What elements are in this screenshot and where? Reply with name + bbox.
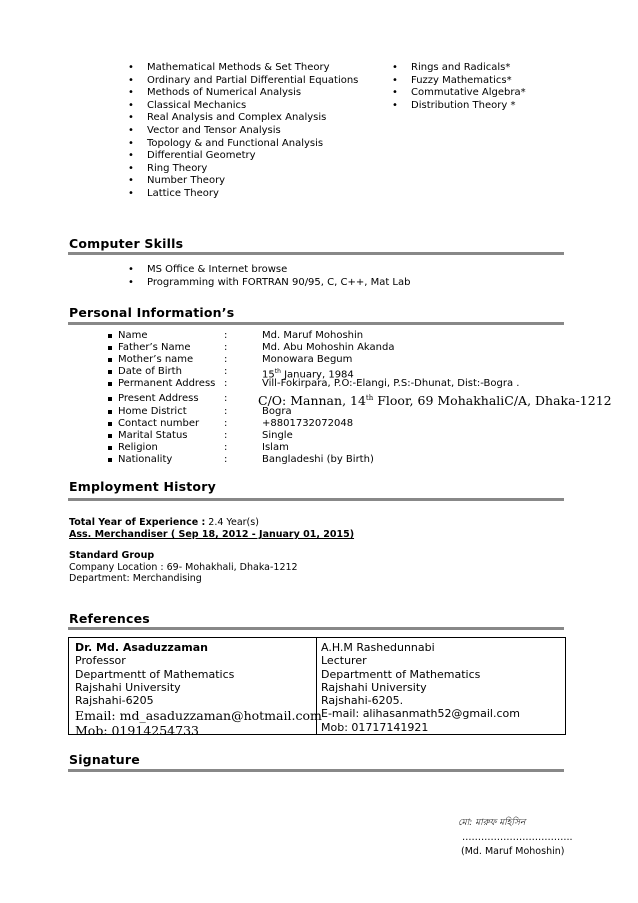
- reference-left: [75, 641, 322, 738]
- ref-university: Rajshahi University: [321, 680, 427, 694]
- ref-role: Professor: [75, 654, 126, 668]
- subject-item: • Rings and Radicals*: [411, 62, 526, 75]
- ref-dept: Departmentt of Mathematics: [321, 667, 481, 681]
- subject-item: • Methods of Numerical Analysis: [147, 87, 358, 100]
- signature-dots: ……………………………..: [462, 832, 573, 843]
- subject-item: • Ordinary and Partial Differential Equations: [147, 75, 358, 88]
- section-rule: [68, 322, 564, 325]
- reference-right: [321, 641, 520, 734]
- ref-name: Dr. Md. Asaduzzaman: [75, 641, 208, 654]
- total-experience-label: Total Year of Experience :: [69, 517, 206, 528]
- ref-city: Rajshahi-6205: [75, 694, 154, 708]
- subject-item: • Lattice Theory: [147, 188, 358, 201]
- computer-skills-list: [147, 264, 410, 289]
- subject-item: • Topology & and Functional Analysis: [147, 138, 358, 151]
- subject-item: • Differential Geometry: [147, 150, 358, 163]
- section-rule: [68, 769, 564, 772]
- subject-item: • Mathematical Methods & Set Theory: [147, 62, 358, 75]
- skill-item: • Programming with FORTRAN 90/95, C, C++, Mat Lab: [147, 277, 410, 290]
- ref-university: Rajshahi University: [75, 680, 181, 694]
- subject-item: • Classical Mechanics: [147, 100, 358, 113]
- subject-item: • Vector and Tensor Analysis: [147, 125, 358, 138]
- total-experience-value: 2.4 Year(s): [205, 517, 259, 528]
- personal-info-title: Personal Information’s: [69, 305, 235, 320]
- ref-city: Rajshahi-6205.: [321, 694, 404, 708]
- section-rule: [68, 627, 564, 630]
- employment-title: Employment History: [69, 479, 216, 494]
- ref-mobile: Mob: 01914254733: [75, 723, 199, 739]
- subject-list-right: [411, 62, 526, 112]
- ref-email: E-mail: alihasanmath52@gmail.com: [321, 707, 520, 721]
- ref-role: Lecturer: [321, 654, 367, 668]
- skill-item: • MS Office & Internet browse: [147, 264, 410, 277]
- company-location: Company Location : 69- Mohakhali, Dhaka-1212: [69, 562, 298, 573]
- references-title: References: [69, 611, 150, 626]
- section-rule: [68, 498, 564, 501]
- subject-list-left: [147, 62, 358, 201]
- subject-item: • Commutative Algebra*: [411, 87, 526, 100]
- ref-dept: Departmentt of Mathematics: [75, 667, 235, 681]
- department: Department: Merchandising: [69, 573, 202, 584]
- subject-item: • Ring Theory: [147, 163, 358, 176]
- section-rule: [68, 252, 564, 255]
- ref-name: A.H.M Rashedunnabi: [321, 641, 435, 654]
- computer-skills-title: Computer Skills: [69, 236, 184, 251]
- company-name: Standard Group: [69, 550, 155, 561]
- subject-item: • Real Analysis and Complex Analysis: [147, 112, 358, 125]
- references-table: [68, 637, 566, 739]
- ref-mobile: Mob: 01717141921: [321, 720, 429, 734]
- position-title: Ass. Merchandiser ( Sep 18, 2012 - January 01, 2015): [69, 529, 355, 540]
- total-experience: [69, 517, 259, 529]
- signature-title: Signature: [69, 752, 140, 767]
- signature-mark: মো: মারুফ মহিসিন: [458, 818, 526, 828]
- ref-email: Email: md_asaduzzaman@hotmail.com: [75, 708, 322, 724]
- subject-item: • Fuzzy Mathematics*: [411, 75, 526, 88]
- subject-item: • Number Theory: [147, 175, 358, 188]
- signature-name: (Md. Maruf Mohoshin): [461, 846, 565, 857]
- subject-item: • Distribution Theory *: [411, 100, 526, 113]
